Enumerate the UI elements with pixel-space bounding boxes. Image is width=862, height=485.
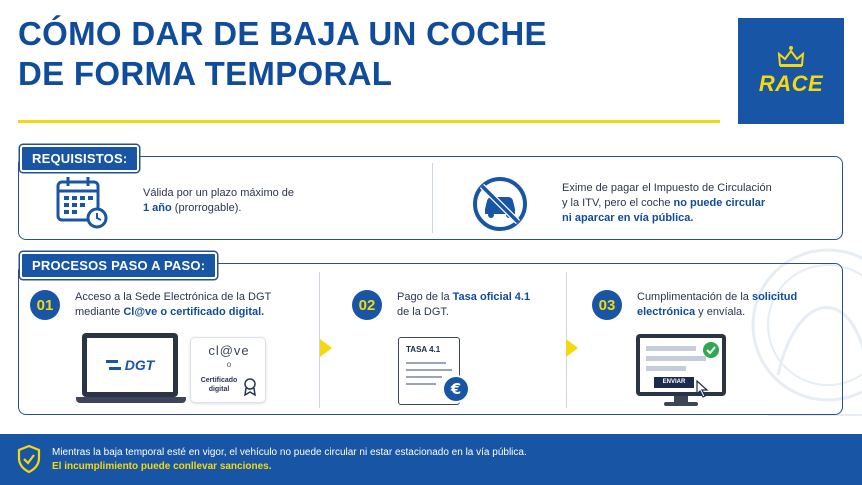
step-2-line2: de la DGT.	[397, 306, 449, 318]
calendar-clock-icon	[55, 175, 109, 229]
step-3-text	[637, 290, 837, 320]
requisitos-label: REQUISISTOS:	[20, 145, 139, 172]
step-1-line1: Acceso a la Sede Electrónica de la DGT	[75, 291, 272, 303]
crown-icon	[776, 45, 806, 69]
step-3-line2-bold: electrónica	[637, 306, 696, 318]
enviar-button: ENVIAR	[654, 377, 694, 388]
clave-card	[190, 337, 266, 403]
certificado-line2: digital	[208, 386, 230, 393]
svg-text:€: €	[450, 380, 462, 398]
step-number-3: 03	[592, 290, 622, 320]
step-3-line1-bold: solicitud	[751, 291, 798, 303]
step-number-1: 01	[30, 290, 60, 320]
step-number-2: 02	[352, 290, 382, 320]
step-1-line2-plain: mediante	[75, 306, 124, 318]
step-arrow-2	[566, 339, 578, 357]
certificate-badge-icon	[243, 378, 257, 396]
step-1-text	[75, 290, 315, 320]
requisitos-divider	[432, 163, 433, 233]
laptop-base	[76, 397, 186, 403]
step-3-line2-plain: y envíala.	[695, 306, 746, 318]
requisito-plazo-text	[143, 186, 343, 216]
laptop-screen	[82, 333, 178, 397]
euro-icon	[441, 374, 471, 404]
title-line-2: DE FORMA TEMPORAL	[18, 55, 393, 92]
plazo-text-bold: 1 año	[143, 202, 172, 214]
footer-warning-text: Mientras la baja temporal esté en vigor, el vehículo no puede circular ni estar estacionado en la vía pública.	[52, 447, 527, 458]
laptop-display	[87, 338, 173, 392]
impuesto-line1: Exime de pagar el Impuesto de Circulación	[562, 182, 772, 194]
footer-sanction-text: El incumplimiento puede conllevar sanciones.	[52, 461, 272, 472]
dgt-logo-icon	[106, 358, 122, 372]
page-title	[18, 14, 638, 94]
tasa-doc-label: TASA 4.1	[406, 345, 441, 354]
no-parking-car-icon	[471, 175, 529, 233]
impuesto-line2-bold: no puede circular	[673, 197, 766, 209]
impuesto-line3-bold: ni aparcar en vía pública.	[562, 212, 694, 224]
certificado-text	[197, 376, 241, 394]
step-2-line1-plain: Pago de la	[397, 291, 453, 303]
doc-line	[406, 362, 446, 364]
certificado-line1: Certificado	[200, 377, 238, 384]
form-line	[646, 366, 686, 371]
logo-text: RACE	[758, 71, 824, 96]
shield-check-icon	[16, 444, 42, 474]
plazo-text-before: Válida por un plazo máximo de	[143, 187, 295, 199]
step-3-line1-plain: Cumplimentación de la	[637, 291, 752, 303]
procesos-label: PROCESOS PASO A PASO:	[20, 252, 217, 279]
step-1-line2-bold: Cl@ve o certificado digital.	[123, 306, 265, 318]
cursor-icon	[695, 380, 709, 398]
laptop-dgt-text: DGT	[124, 357, 155, 373]
check-icon	[702, 341, 720, 359]
doc-line	[406, 383, 436, 385]
footer-banner	[0, 434, 862, 485]
step-arrow-1	[320, 339, 332, 357]
doc-line	[406, 369, 452, 371]
race-logo	[738, 18, 844, 124]
form-line	[646, 356, 706, 361]
step-2-line1-bold: Tasa oficial 4.1	[452, 291, 531, 303]
monitor-foot	[664, 402, 698, 406]
title-underline	[18, 120, 720, 123]
clave-or-text: o	[226, 360, 232, 369]
laptop-illustration	[76, 333, 186, 407]
title-line-1: CÓMO DAR DE BAJA UN COCHE	[18, 15, 547, 52]
step-2-text	[397, 290, 562, 320]
form-line	[646, 346, 696, 351]
impuesto-line2-plain: y la ITV, pero el coche	[562, 197, 674, 209]
clave-text: cl@ve	[208, 343, 250, 358]
requisito-impuesto-text	[562, 181, 822, 226]
doc-line	[406, 376, 442, 378]
plazo-text-after: (prorrogable).	[171, 202, 242, 214]
